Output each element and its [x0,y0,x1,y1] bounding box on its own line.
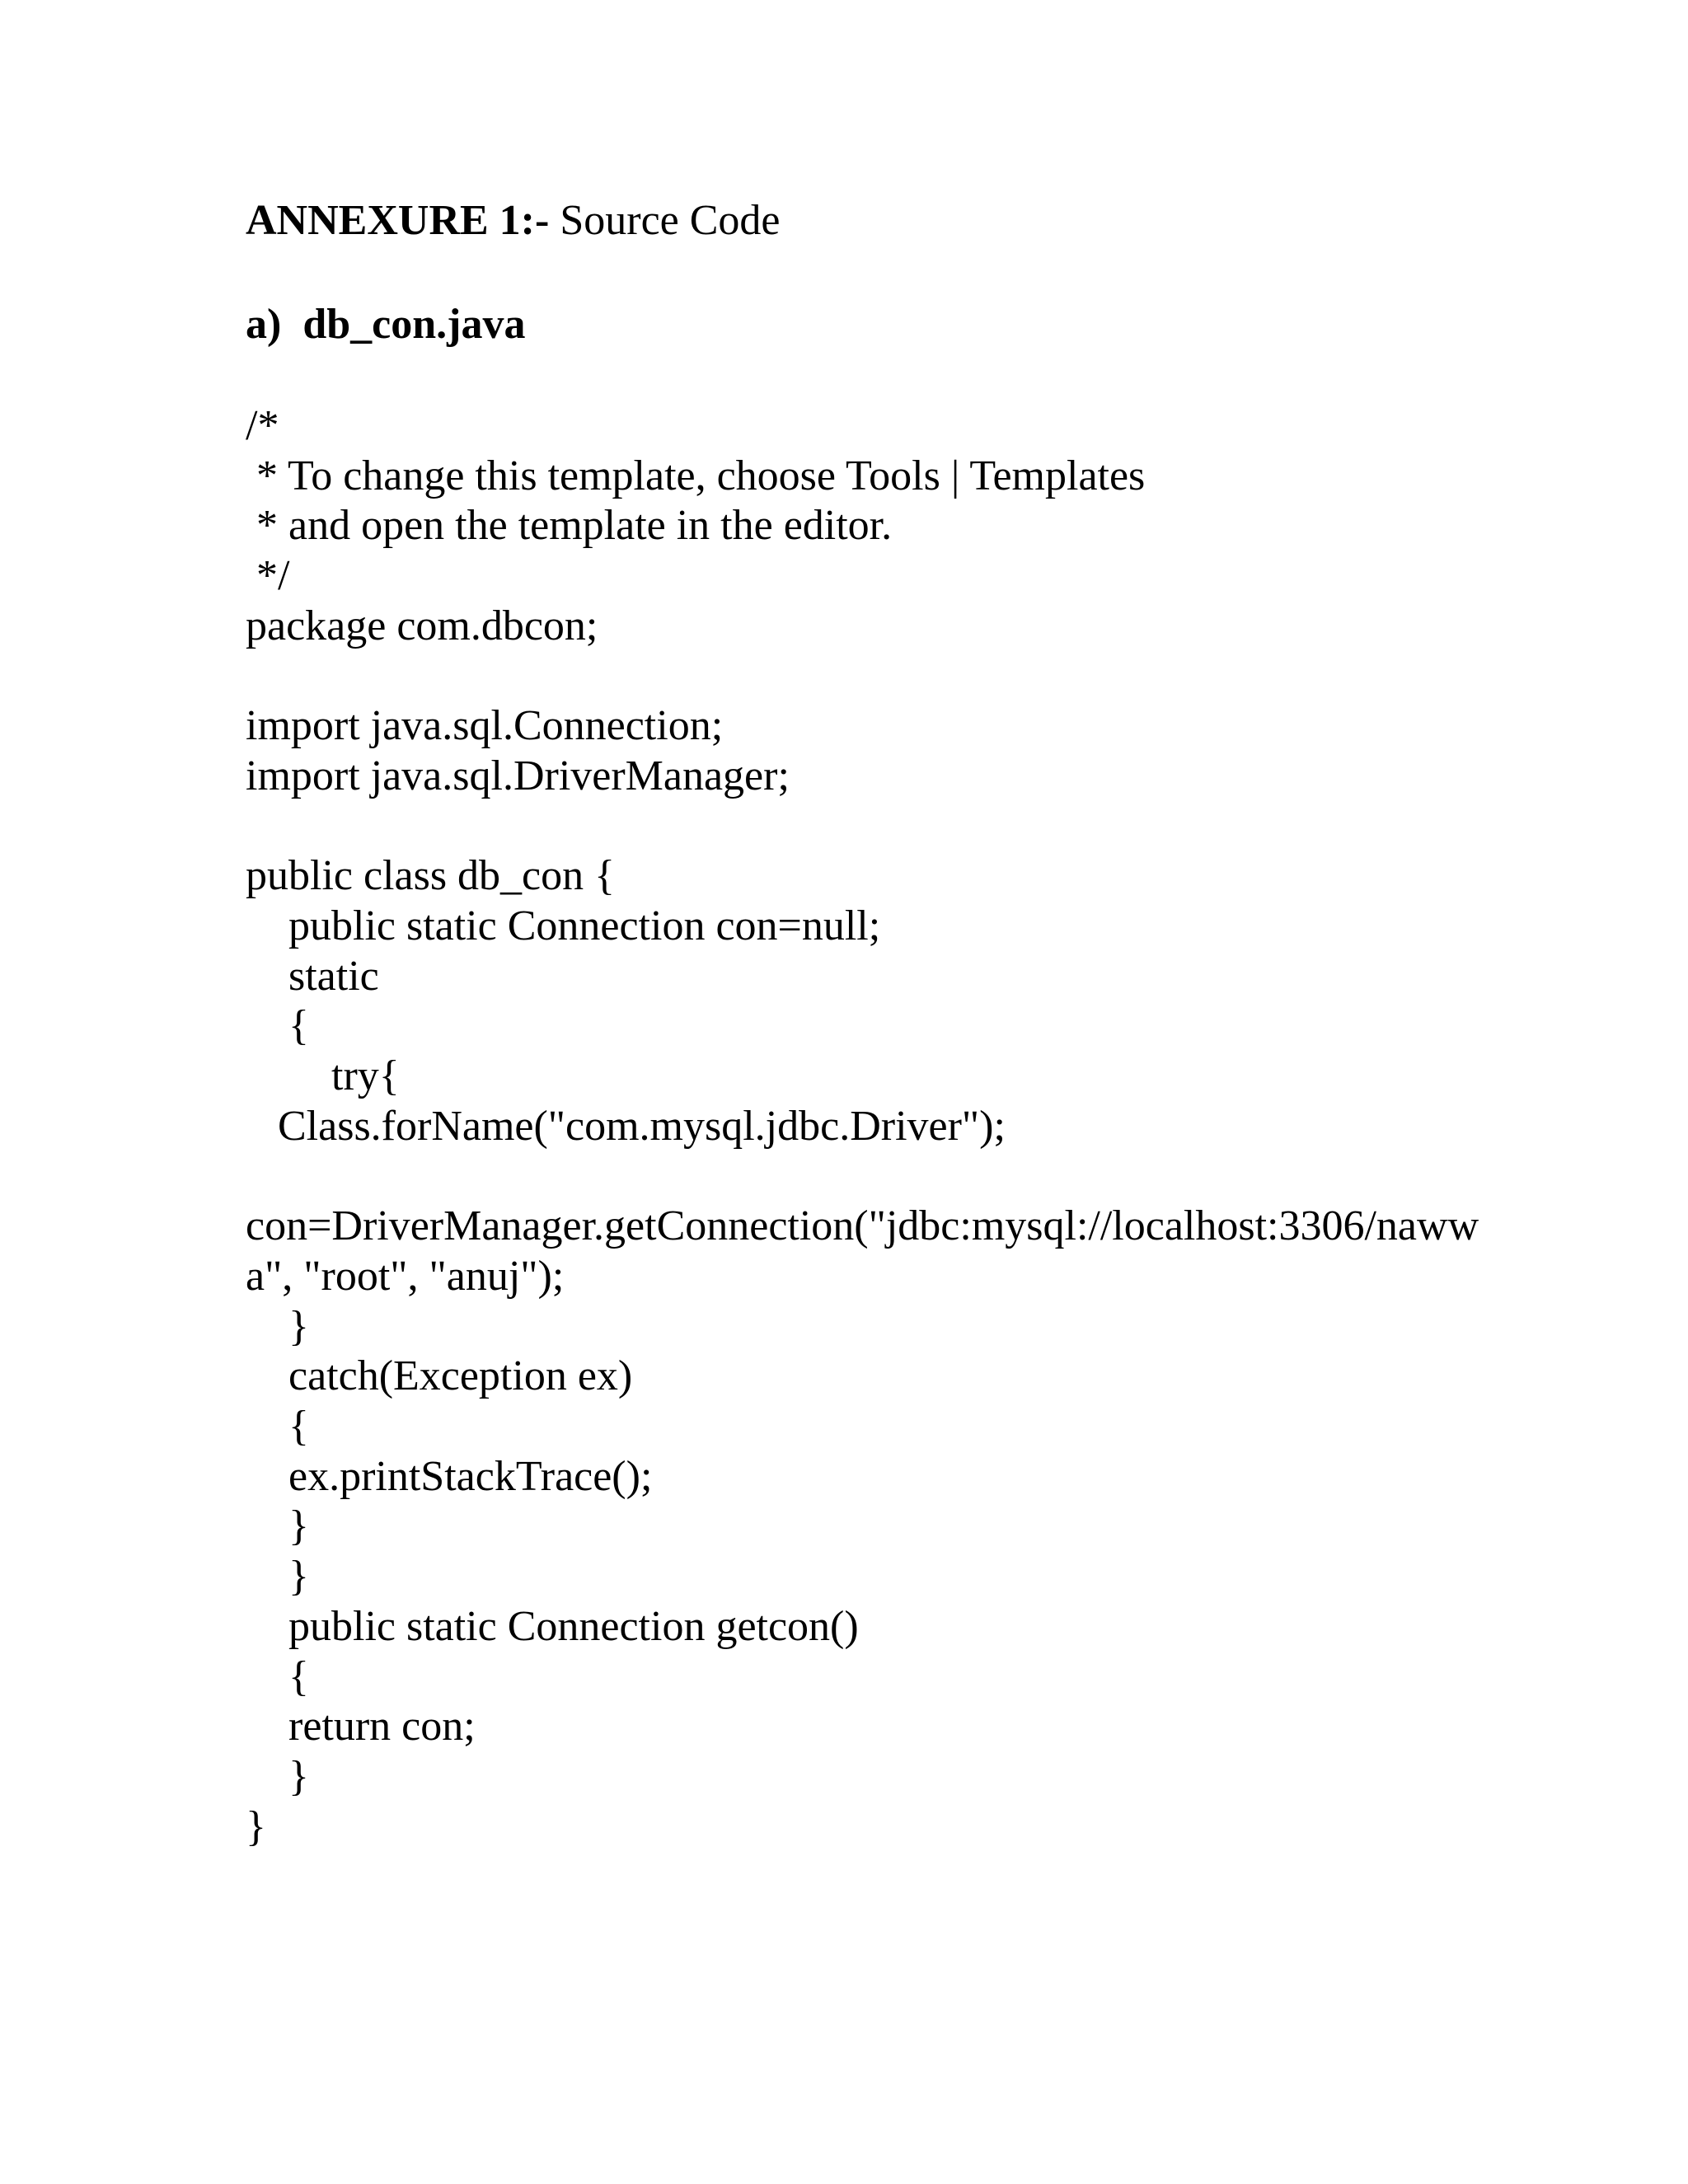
code-line: a", "root", "anuj"); [246,1252,565,1300]
code-line: } [246,1302,309,1350]
code-line: } [246,1553,309,1601]
code-line: con=DriverManager.getConnection("jdbc:mysql://localhost:3306/naww [246,1202,1479,1250]
code-line: { [246,1002,309,1050]
code-line: import java.sql.DriverManager; [246,752,790,799]
code-line: ex.printStackTrace(); [246,1452,653,1500]
code-line: Class.forName("com.mysql.jdbc.Driver"); [246,1102,1006,1150]
code-line: */ [246,552,290,600]
code-line: } [246,1802,266,1850]
code-line: import java.sql.Connection; [246,702,724,750]
code-line: * and open the template in the editor. [246,502,893,550]
code-line: try{ [246,1052,400,1100]
annexure-title: Source Code [549,197,781,244]
code-line: catch(Exception ex) [246,1352,633,1400]
code-line: package com.dbcon; [246,602,598,649]
code-line: public class db_con { [246,852,616,900]
code-line: } [246,1752,309,1800]
annexure-heading [246,194,781,247]
code-line: public static Connection getcon() [246,1602,859,1650]
code-line: /* [246,402,279,449]
annexure-label: ANNEXURE 1:- [246,197,550,244]
code-line: { [246,1403,309,1450]
code-line: * To change this template, choose Tools | Templates [246,452,1146,499]
file-heading: a) db_con.java [246,301,526,348]
code-line: public static Connection con=null; [246,902,881,949]
code-line: { [246,1652,309,1700]
code-line: } [246,1502,309,1550]
code-line: return con; [246,1703,476,1750]
code-line: static [246,952,379,1000]
